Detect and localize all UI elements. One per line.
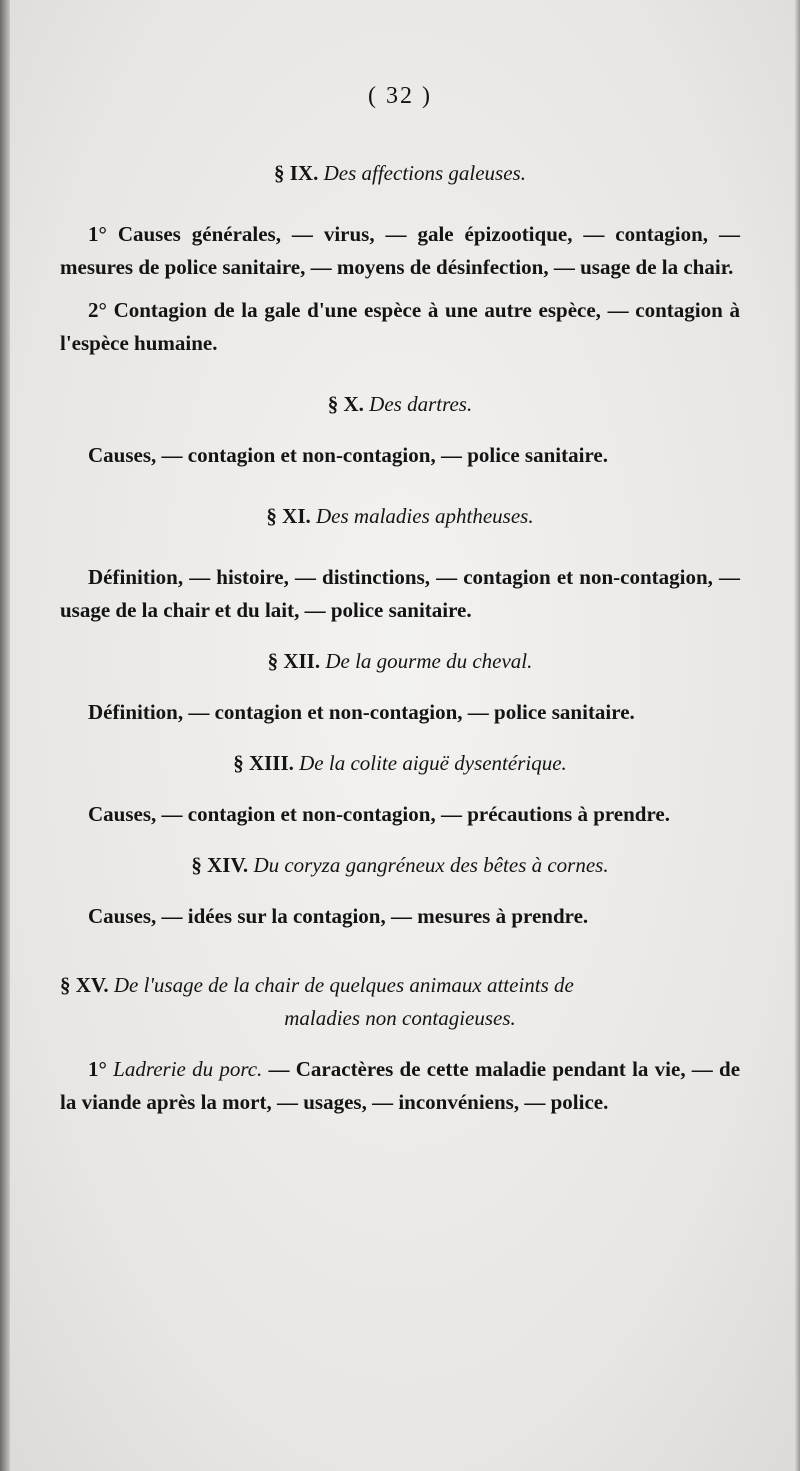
section-x-number: § X. bbox=[327, 392, 364, 416]
section-xv-paragraph-lead: 1° bbox=[88, 1057, 107, 1081]
section-xv-heading bbox=[60, 969, 740, 1035]
section-xi-number: § XI. bbox=[266, 504, 311, 528]
section-xv-paragraph-rest: — Caractères de cette maladie pendant la vie, — de la viande après la mort, — usages, — inconvéniens, — police. bbox=[60, 1057, 741, 1114]
section-x-heading bbox=[60, 388, 740, 421]
section-xi-paragraph-1: Définition, — histoire, — distinctions, — contagion et non-contagion, — usage de la chair et du lait, — police sanitaire. bbox=[60, 565, 740, 622]
section-ix-paragraph-2: 2° Contagion de la gale d'une espèce à une autre espèce, — contagion à l'espèce humaine. bbox=[60, 298, 740, 355]
section-xv-paragraph-italic: Ladrerie du porc. bbox=[113, 1057, 263, 1081]
section-x-title: Des dartres. bbox=[369, 392, 473, 416]
section-xii-paragraph-1: Définition, — contagion et non-contagion, — police sanitaire. bbox=[88, 700, 635, 724]
section-xiv-number: § XIV. bbox=[191, 853, 249, 877]
section-ix-title: Des affections galeuses. bbox=[323, 161, 526, 185]
section-xi-heading bbox=[60, 500, 740, 533]
section-xv-title-line-2: maladies non contagieuses. bbox=[284, 1006, 516, 1030]
section-ix-paragraph-1: 1° Causes générales, — virus, — gale épizootique, — contagion, — mesures de police sanitaire, — moyens de désinfection, — usage de la chair. bbox=[60, 222, 740, 279]
section-x-paragraph-1: Causes, — contagion et non-contagion, — police sanitaire. bbox=[88, 443, 608, 467]
page-number: ( 32 ) bbox=[368, 83, 432, 109]
section-xiv-heading bbox=[60, 849, 740, 882]
section-ix-number: § IX. bbox=[274, 161, 319, 185]
page-binding-edge bbox=[0, 0, 10, 1471]
section-xiii-number: § XIII. bbox=[233, 751, 294, 775]
section-xiii-paragraph-1: Causes, — contagion et non-contagion, — précautions à prendre. bbox=[88, 802, 671, 826]
section-xii-title: De la gourme du cheval. bbox=[325, 649, 533, 673]
section-ix-heading bbox=[60, 157, 740, 190]
section-xv-paragraph-1 bbox=[60, 1053, 740, 1119]
section-xiii-heading bbox=[60, 747, 740, 780]
page-text-block bbox=[60, 80, 740, 1119]
section-xii-heading bbox=[60, 645, 740, 678]
section-xii-number: § XII. bbox=[267, 649, 321, 673]
page-right-edge bbox=[794, 0, 800, 1471]
section-xv-title-line-1: De l'usage de la chair de quelques animaux atteints de bbox=[113, 973, 574, 997]
section-xi-title: Des maladies aphtheuses. bbox=[316, 504, 534, 528]
section-xiv-paragraph-1: Causes, — idées sur la contagion, — mesures à prendre. bbox=[88, 904, 589, 928]
section-xv-number: § XV. bbox=[60, 973, 109, 997]
section-xiv-title: Du coryza gangréneux des bêtes à cornes. bbox=[253, 853, 609, 877]
section-xiii-title: De la colite aiguë dysentérique. bbox=[299, 751, 567, 775]
